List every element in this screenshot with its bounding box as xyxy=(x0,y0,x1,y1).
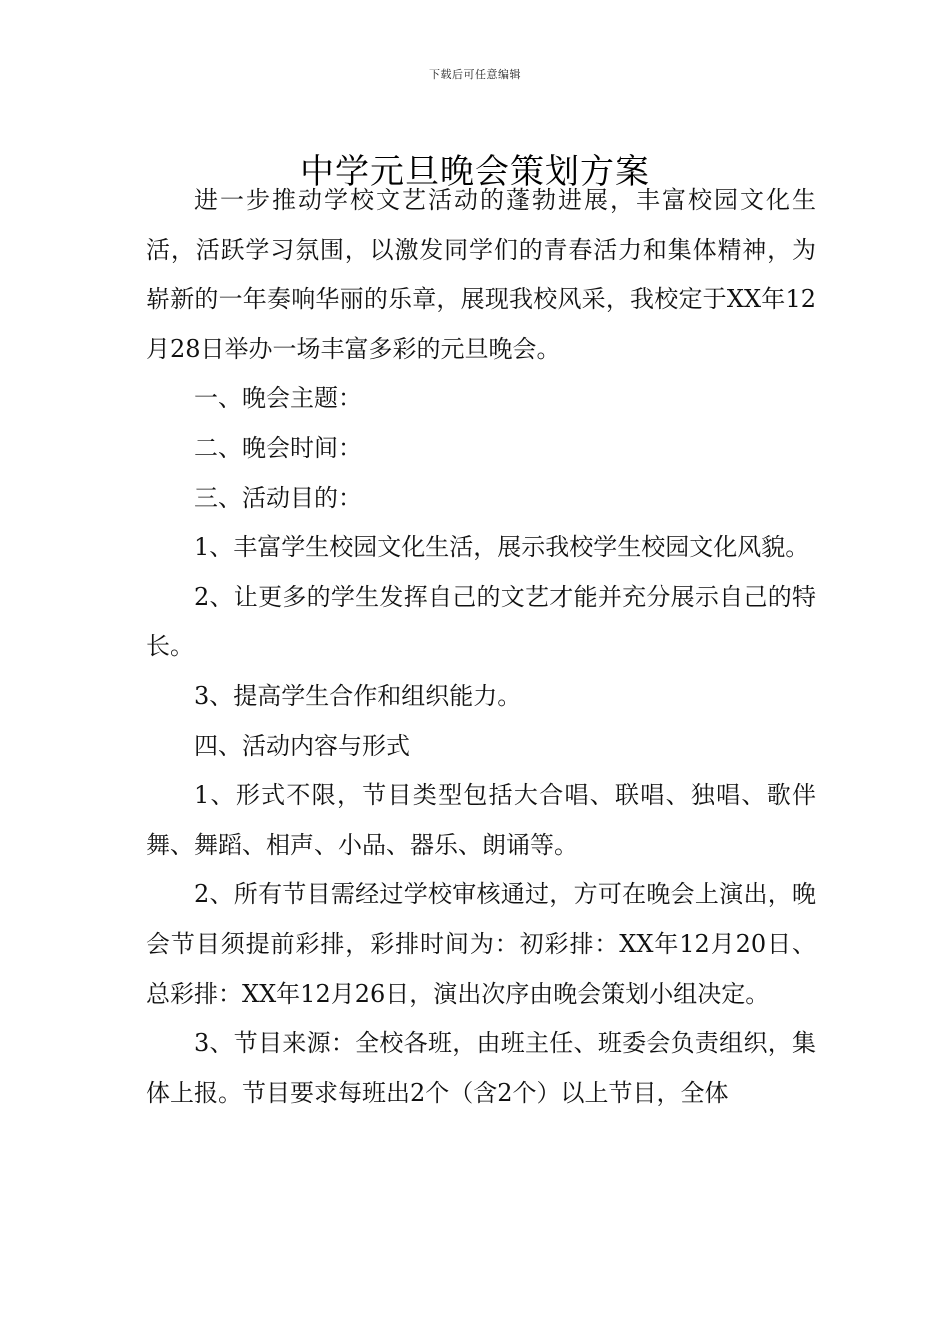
section-heading-content: 四、活动内容与形式 xyxy=(194,731,410,760)
document-body xyxy=(146,176,816,1118)
section-heading-theme: 一、晚会主题： xyxy=(194,384,362,413)
section-heading-time: 二、晚会时间： xyxy=(194,433,362,462)
section-heading-purpose: 三、活动目的： xyxy=(194,483,362,512)
document-title: 中学元旦晚会策划方案 xyxy=(300,151,650,192)
content-item-1: 1、形式不限，节目类型包括大合唱、联唱、独唱、歌伴舞、舞蹈、相声、小品、器乐、朗诵等。 xyxy=(146,781,816,859)
content-item-2: 2、所有节目需经过学校审核通过，方可在晚会上演出，晚会节目须提前彩排，彩排时间为：初彩排：XX年12月20日、总彩排：XX年12月26日，演出次序由晚会策划小组决定。 xyxy=(146,880,816,1008)
header-note: 下载后可任意编辑 xyxy=(429,68,521,81)
purpose-item-1: 1、丰富学生校园文化生活，展示我校学生校园文化风貌。 xyxy=(194,533,810,562)
content-item-3: 3、节目来源：全校各班，由班主任、班委会负责组织，集体上报。节目要求每班出2个（含2个）以上节目，全体 xyxy=(146,1029,816,1107)
purpose-item-3: 3、提高学生合作和组织能力。 xyxy=(194,681,522,710)
purpose-item-2: 2、让更多的学生发挥自己的文艺才能并充分展示自己的特长。 xyxy=(146,582,816,661)
paragraph-intro: 进一步推动学校文艺活动的蓬勃进展，丰富校园文化生活，活跃学习氛围，以激发同学们的青春活力和集体精神，为崭新的一年奏响华丽的乐章，展现我校风采，我校定于XX年12月28日举办一场丰富多彩的元旦晚会。 xyxy=(146,186,816,363)
